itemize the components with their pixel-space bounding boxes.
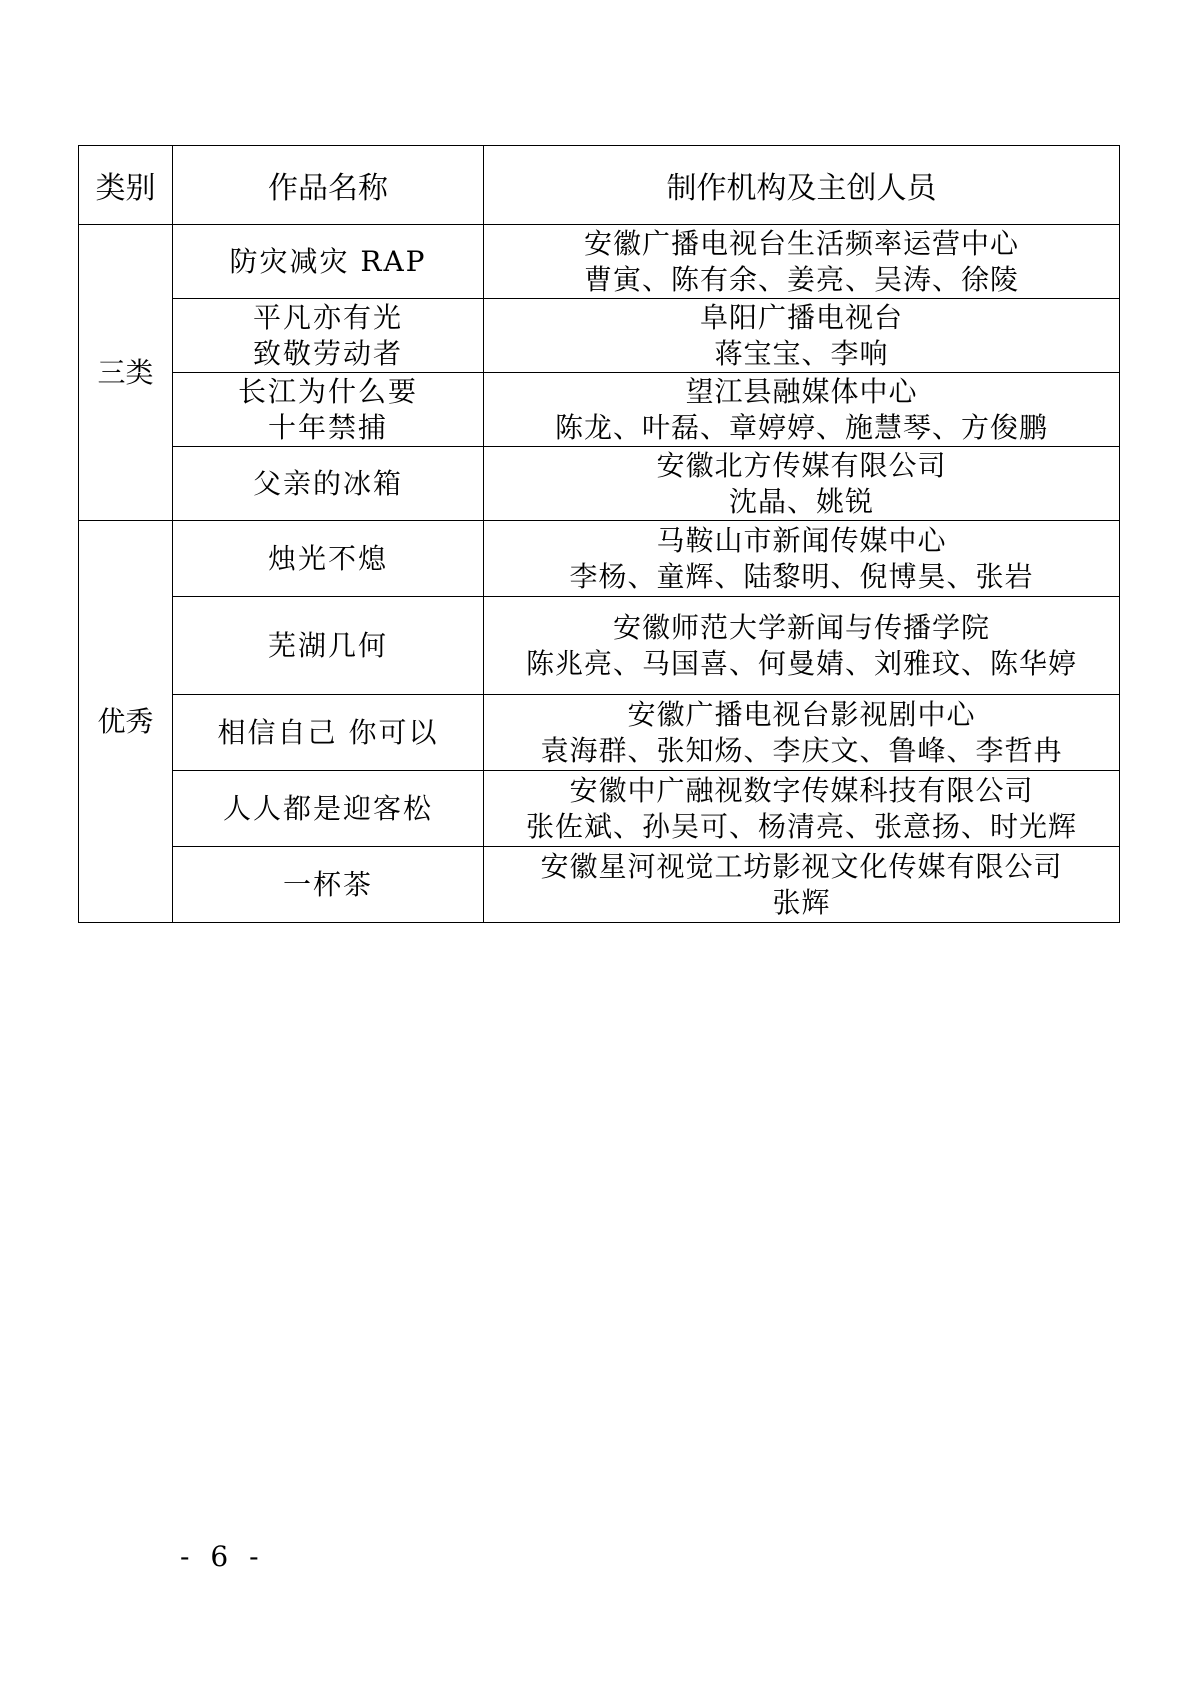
org-name: 望江县融媒体中心: [685, 374, 918, 408]
org-people: 沈晶、姚锐: [728, 484, 874, 518]
title-line: 芜湖几何: [267, 628, 388, 662]
table-row: [79, 521, 1120, 597]
org-people: 张辉: [772, 885, 831, 919]
table-header: [79, 146, 1120, 225]
title-line: 相信自己 你可以: [217, 715, 439, 749]
org-name: 马鞍山市新闻传媒中心: [656, 523, 947, 557]
org-cell: [484, 597, 1120, 695]
title-cell: [173, 447, 484, 521]
header-title: 作品名称: [173, 146, 484, 225]
award-table: [78, 145, 1120, 923]
org-cell: [484, 771, 1120, 847]
title-cell: [173, 771, 484, 847]
org-name: 安徽北方传媒有限公司: [656, 448, 947, 482]
org-people: 李杨、童辉、陆黎明、倪博昊、张岩: [569, 559, 1034, 593]
org-cell: [484, 373, 1120, 447]
title-cell: [173, 695, 484, 771]
title-cell: [173, 299, 484, 373]
category-cell-youxiu: 优秀: [79, 521, 173, 923]
table-row: [79, 299, 1120, 373]
org-people: 张佐斌、孙吴可、杨清亮、张意扬、时光辉: [525, 809, 1077, 843]
org-cell: [484, 447, 1120, 521]
org-name: 安徽广播电视台影视剧中心: [627, 697, 976, 731]
org-people: 曹寅、陈有余、姜亮、吴涛、徐陵: [583, 262, 1019, 296]
title-cell: [173, 847, 484, 923]
header-row: [79, 146, 1120, 225]
table-row: [79, 695, 1120, 771]
title-line: 一杯茶: [282, 867, 373, 901]
org-name: 安徽师范大学新闻与传播学院: [612, 610, 990, 644]
org-cell: [484, 521, 1120, 597]
org-cell: [484, 299, 1120, 373]
table-row: [79, 373, 1120, 447]
title-line: 致敬劳动者: [252, 336, 403, 370]
org-people: 袁海群、张知炀、李庆文、鲁峰、李哲冉: [540, 733, 1063, 767]
org-name: 安徽中广融视数字传媒科技有限公司: [569, 773, 1034, 807]
table-row: [79, 771, 1120, 847]
title-line: 人人都是迎客松: [222, 791, 433, 825]
header-category: 类别: [79, 146, 173, 225]
title-line: 平凡亦有光: [252, 300, 403, 334]
org-cell: [484, 847, 1120, 923]
title-cell: [173, 225, 484, 299]
org-cell: [484, 695, 1120, 771]
title-cell: [173, 373, 484, 447]
table-row: [79, 847, 1120, 923]
header-org: 制作机构及主创人员: [484, 146, 1120, 225]
org-people: 陈兆亮、马国喜、何曼婧、刘雅玟、陈华婷: [525, 646, 1077, 680]
title-cell: [173, 521, 484, 597]
title-cell: [173, 597, 484, 695]
title-line: 烛光不熄: [267, 541, 388, 575]
table-row: [79, 447, 1120, 521]
title-line: 十年禁捕: [267, 410, 388, 444]
title-line: 父亲的冰箱: [252, 466, 403, 500]
org-name: 安徽星河视觉工坊影视文化传媒有限公司: [540, 849, 1063, 883]
category-cell-sanlei: 三类: [79, 225, 173, 521]
org-people: 陈龙、叶磊、章婷婷、施慧琴、方俊鹏: [554, 410, 1048, 444]
table-row: [79, 597, 1120, 695]
org-people: 蒋宝宝、李响: [714, 336, 889, 370]
org-name: 阜阳广播电视台: [699, 300, 903, 334]
org-name: 安徽广播电视台生活频率运营中心: [583, 226, 1019, 260]
title-line: 防灾减灾 RAP: [229, 244, 427, 278]
table-row: [79, 225, 1120, 299]
title-line: 长江为什么要: [237, 374, 418, 408]
table-body: [79, 225, 1120, 923]
org-cell: [484, 225, 1120, 299]
page-number: - 6 -: [180, 1540, 265, 1573]
